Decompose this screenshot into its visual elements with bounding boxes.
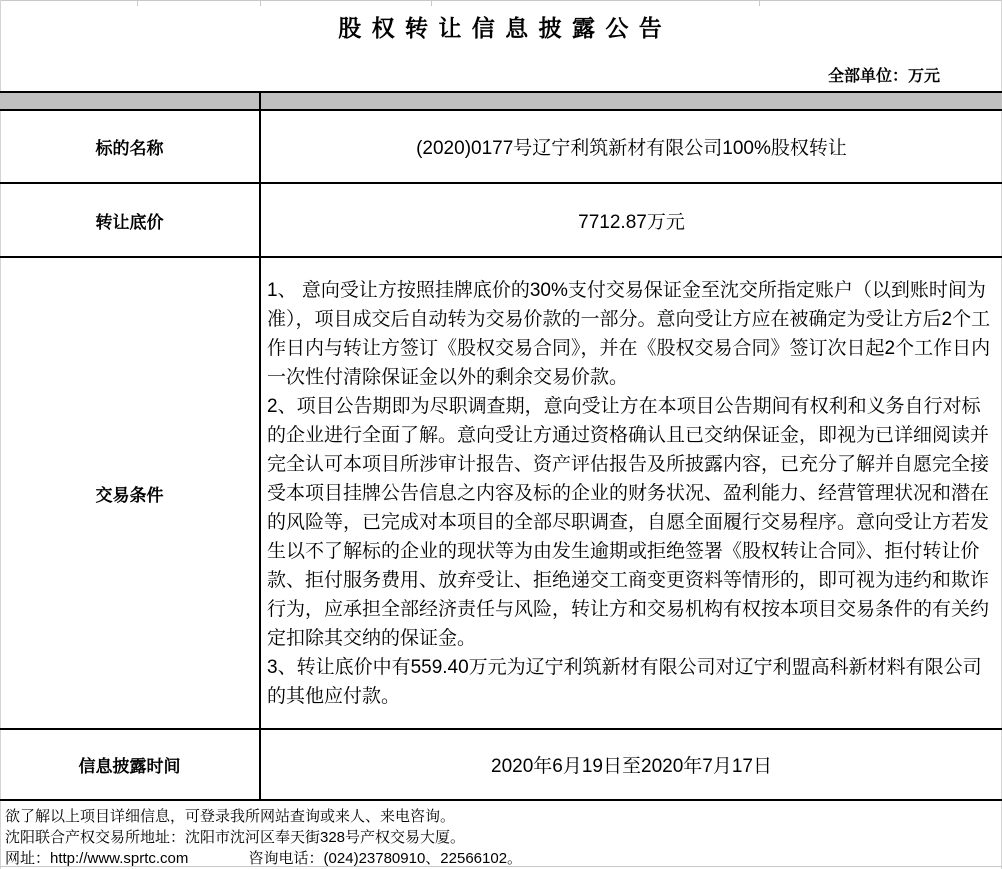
row-label-trade-conditions: 交易条件 xyxy=(0,257,260,729)
header-cell-value xyxy=(260,92,1002,110)
footer xyxy=(5,806,997,869)
row-value-subject-name: (2020)0177号辽宁利筑新材有限公司100%股权转让 xyxy=(260,110,1002,183)
footer-contact-line xyxy=(5,848,997,869)
gridline-tick xyxy=(260,0,261,6)
condition-item-1: 1、 意向受让方按照挂牌底价的30%支付交易保证金至沈交所指定账户（以到账时间为准），项目成交后自动转为交易价款的一部分。意向受让方应在被确定为受让方后2个工作日内与转让方签订《股权交易合同》，并在《股权交易合同》签订次日起2个工作日内一次性付清除保证金以外的剩余交易价款。 xyxy=(267,279,991,388)
table-header-row xyxy=(0,92,1002,110)
row-value-disclosure-period: 2020年6月19日至2020年7月17日 xyxy=(260,729,1002,800)
footer-info-line: 欲了解以上项目详细信息，可登录我所网站查询或来人、来电咨询。 xyxy=(5,808,456,825)
unit-note: 全部单位：万元 xyxy=(827,68,940,85)
table-row xyxy=(0,729,1002,800)
row-value-base-price: 7712.87万元 xyxy=(260,183,1002,257)
footer-phone: 咨询电话：(024)23780910、22566102。 xyxy=(248,850,523,867)
row-label-disclosure-period: 信息披露时间 xyxy=(0,729,260,800)
condition-item-3: 3、转让底价中有559.40万元为辽宁利筑新材有限公司对辽宁利盟高科新材料有限公司的其他应付款。 xyxy=(267,656,982,707)
disclosure-table xyxy=(0,91,1002,801)
table-row xyxy=(0,110,1002,183)
gridline-top xyxy=(0,0,1002,1)
table-row xyxy=(0,183,1002,257)
table-row xyxy=(0,257,1002,729)
page-title: 股 权 转 让 信 息 披 露 公 告 xyxy=(338,15,664,41)
header-cell-label xyxy=(0,92,260,110)
footer-address-line: 沈阳联合产权交易所地址：沈阳市沈河区奉天街328号产权交易大厦。 xyxy=(5,829,466,846)
row-label-subject-name: 标的名称 xyxy=(0,110,260,183)
gridline-tick xyxy=(431,0,432,6)
footer-website: 网址：http://www.sprtc.com xyxy=(5,850,189,867)
gridline-tick xyxy=(137,0,138,6)
gridline-tick xyxy=(759,0,760,6)
row-label-base-price: 转让底价 xyxy=(0,183,260,257)
row-value-trade-conditions xyxy=(260,257,1002,729)
condition-item-2: 2、项目公告期即为尽职调查期，意向受让方在本项目公告期间有权利和义务自行对标的企业进行全面了解。意向受让方通过资格确认且已交纳保证金，即视为已详细阅读并完全认可本项目所涉审计报告、资产评估报告及所披露内容，已充分了解并自愿完全接受本项目挂牌公告信息之内容及标的企业的财务状况、盈利能力、经营管理状况和潜在的风险等，已完成对本项目的全部尽职调查，自愿全面履行交易程序。意向受让方若发生以不了解标的企业的现状等为由发生逾期或拒绝签署《股权转让合同》、拒付转让价款、拒付服务费用、放弃受让、拒绝递交工商变更资料等情形的，即可视为违约和欺诈行为，应承担全部经济责任与风险，转让方和交易机构有权按本项目交易条件的有关约定扣除其交纳的保证金。 xyxy=(267,395,990,649)
